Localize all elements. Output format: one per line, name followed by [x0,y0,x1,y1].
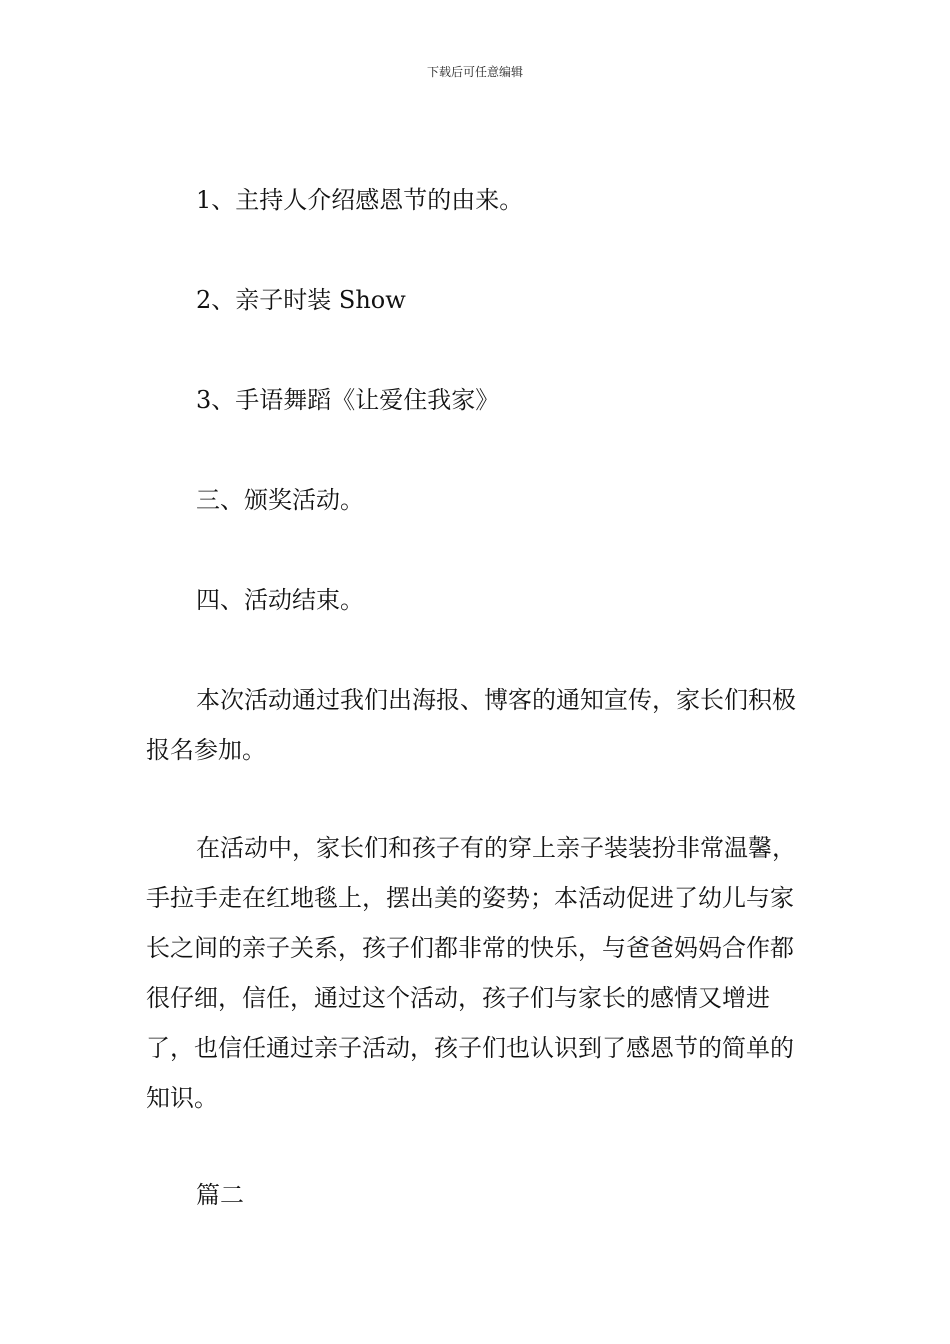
section-heading-part-two: 篇二 [196,1181,244,1209]
list-item-fashion-show: 2、亲子时装 Show [196,286,406,314]
section-award-activity: 三、颁奖活动。 [196,486,364,514]
paragraph-activity-summary [146,823,808,1123]
list-item-host-intro: 1、主持人介绍感恩节的由来。 [196,186,524,214]
paragraph-promotion [146,675,808,775]
section-activity-end: 四、活动结束。 [196,586,364,614]
page-header: 下载后可任意编辑 [426,65,523,79]
list-item-sign-dance: 3、手语舞蹈《让爱住我家》 [196,386,500,414]
paragraph-activity-summary-text: 在活动中，家长们和孩子有的穿上亲子装装扮非常温馨，手拉手走在红地毯上，摆出美的姿势；本活动促进了幼儿与家长之间的亲子关系，孩子们都非常的快乐，与爸爸妈妈合作都很仔细，信任，通过这个活动，孩子们与家长的感情又增进了，也信任通过亲子活动，孩子们也认识到了感恩节的简单的知识。 [146,834,796,1112]
paragraph-promotion-text: 本次活动通过我们出海报、博客的通知宣传，家长们积极报名参加。 [146,686,796,764]
